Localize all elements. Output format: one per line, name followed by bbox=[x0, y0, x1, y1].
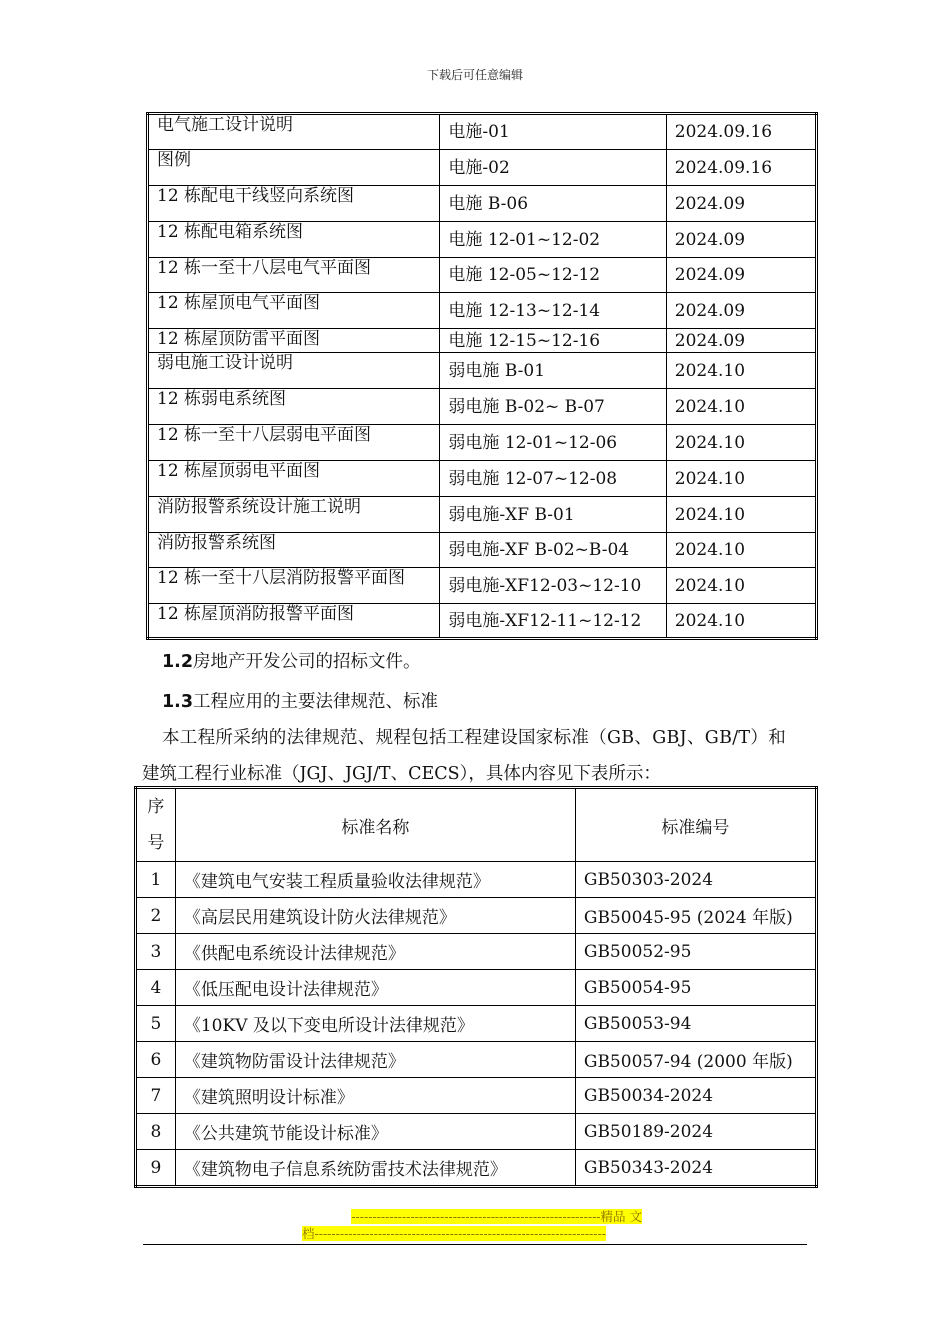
drawing-name-cell: 弱电施工设计说明 bbox=[148, 353, 440, 389]
drawing-code-cell: 弱电施-XF12-11~12-12 bbox=[440, 604, 666, 639]
standard-row bbox=[136, 1006, 817, 1042]
standard-name-cell: 《高层民用建筑设计防火法律规范》 bbox=[175, 898, 575, 934]
drawing-code-cell: 电施 12-15~12-16 bbox=[440, 329, 666, 353]
standard-name-cell: 《建筑物防雷设计法律规范》 bbox=[175, 1042, 575, 1078]
drawing-name-cell: 12 栋一至十八层电气平面图 bbox=[148, 258, 440, 293]
drawing-code-cell: 电施-01 bbox=[440, 114, 666, 150]
intro-paragraph-line-2: 建筑工程行业标准（JGJ、JGJ/T、CECS），具体内容见下表所示： bbox=[142, 764, 661, 784]
standard-seq-cell: 4 bbox=[136, 970, 176, 1006]
drawing-date-cell: 2024.09 bbox=[666, 258, 816, 293]
drawing-date-cell: 2024.10 bbox=[666, 568, 816, 604]
drawing-row bbox=[148, 222, 817, 258]
standards-table bbox=[134, 786, 818, 1188]
drawing-code-cell: 弱电施-XF B-01 bbox=[440, 497, 666, 533]
drawing-name-cell: 电气施工设计说明 bbox=[148, 114, 440, 150]
drawing-code-cell: 弱电施 B-01 bbox=[440, 353, 666, 389]
drawing-name-cell: 12 栋配电箱系统图 bbox=[148, 222, 440, 258]
standard-name-cell: 《建筑照明设计标准》 bbox=[175, 1078, 575, 1114]
standard-seq-cell: 6 bbox=[136, 1042, 176, 1078]
drawing-date-cell: 2024.10 bbox=[666, 533, 816, 568]
drawing-name-cell: 12 栋配电干线竖向系统图 bbox=[148, 186, 440, 222]
drawing-code-cell: 电施 12-05~12-12 bbox=[440, 258, 666, 293]
standard-code-cell: GB50034-2024 bbox=[575, 1078, 816, 1114]
drawing-row bbox=[148, 389, 817, 425]
drawing-code-cell: 弱电施-XF B-02~B-04 bbox=[440, 533, 666, 568]
standard-seq-cell: 9 bbox=[136, 1150, 176, 1187]
standard-code-cell: GB50057-94 (2000 年版) bbox=[575, 1042, 816, 1078]
standard-seq-cell: 7 bbox=[136, 1078, 176, 1114]
drawing-date-cell: 2024.09.16 bbox=[666, 114, 816, 150]
standard-seq-cell: 8 bbox=[136, 1114, 176, 1150]
drawing-name-cell: 12 栋屋顶防雷平面图 bbox=[148, 329, 440, 353]
drawing-row bbox=[148, 293, 817, 329]
drawing-date-cell: 2024.10 bbox=[666, 353, 816, 389]
standard-name-cell: 《公共建筑节能设计标准》 bbox=[175, 1114, 575, 1150]
footer-watermark-note bbox=[302, 1208, 642, 1242]
standard-code-cell: GB50054-95 bbox=[575, 970, 816, 1006]
drawing-name-cell: 消防报警系统设计施工说明 bbox=[148, 497, 440, 533]
standard-name-cell: 《低压配电设计法律规范》 bbox=[175, 970, 575, 1006]
standard-row bbox=[136, 1150, 817, 1187]
drawing-list-table bbox=[146, 112, 818, 640]
drawing-code-cell: 弱电施 12-07~12-08 bbox=[440, 461, 666, 497]
standard-row bbox=[136, 1114, 817, 1150]
standard-code-cell: GB50045-95 (2024 年版) bbox=[575, 898, 816, 934]
drawing-name-cell: 12 栋屋顶消防报警平面图 bbox=[148, 604, 440, 639]
drawing-row bbox=[148, 258, 817, 293]
standard-code-cell: GB50053-94 bbox=[575, 1006, 816, 1042]
standard-seq-cell: 5 bbox=[136, 1006, 176, 1042]
section-1-2-number: 1.2 bbox=[162, 652, 194, 672]
standard-name-cell: 《10KV 及以下变电所设计法律规范》 bbox=[175, 1006, 575, 1042]
drawing-row bbox=[148, 114, 817, 150]
section-1-3-number: 1.3 bbox=[162, 692, 194, 712]
standard-seq-cell: 2 bbox=[136, 898, 176, 934]
drawing-code-cell: 电施 12-13~12-14 bbox=[440, 293, 666, 329]
section-1-2 bbox=[162, 648, 421, 673]
footer-note-line-2: 档--------------------------------------------------------------------- bbox=[302, 1226, 606, 1241]
drawing-row bbox=[148, 150, 817, 186]
page-header: 下载后可任意编辑 bbox=[426, 68, 523, 82]
drawing-name-cell: 12 栋屋顶电气平面图 bbox=[148, 293, 440, 329]
footer-note-line-1: -----------------------------------------------------------精品 文 bbox=[351, 1209, 642, 1224]
standard-code-cell: GB50052-95 bbox=[575, 934, 816, 970]
standards-header-row bbox=[136, 788, 817, 862]
standard-name-cell: 《建筑电气安装工程质量验收法律规范》 bbox=[175, 862, 575, 898]
intro-paragraph-line-1: 本工程所采纳的法律规范、规程包括工程建设国家标准（GB、GBJ、GB/T）和 bbox=[162, 728, 786, 748]
drawing-row bbox=[148, 186, 817, 222]
standard-row bbox=[136, 1078, 817, 1114]
standard-seq-cell: 3 bbox=[136, 934, 176, 970]
drawing-date-cell: 2024.10 bbox=[666, 389, 816, 425]
drawing-date-cell: 2024.09.16 bbox=[666, 150, 816, 186]
standard-code-cell: GB50343-2024 bbox=[575, 1150, 816, 1187]
drawing-name-cell: 消防报警系统图 bbox=[148, 533, 440, 568]
standard-code-cell: GB50189-2024 bbox=[575, 1114, 816, 1150]
section-1-3-text: 工程应用的主要法律规范、标准 bbox=[193, 692, 439, 712]
standard-seq-cell: 1 bbox=[136, 862, 176, 898]
header-standard-code: 标准编号 bbox=[575, 788, 816, 862]
section-1-3 bbox=[162, 688, 438, 713]
drawing-row bbox=[148, 425, 817, 461]
drawing-date-cell: 2024.10 bbox=[666, 497, 816, 533]
drawing-name-cell: 12 栋屋顶弱电平面图 bbox=[148, 461, 440, 497]
standard-row bbox=[136, 934, 817, 970]
drawing-code-cell: 弱电施-XF12-03~12-10 bbox=[440, 568, 666, 604]
drawing-name-cell: 12 栋弱电系统图 bbox=[148, 389, 440, 425]
drawing-row bbox=[148, 533, 817, 568]
drawing-code-cell: 弱电施 B-02~ B-07 bbox=[440, 389, 666, 425]
section-1-2-text: 房地产开发公司的招标文件。 bbox=[193, 652, 421, 672]
drawing-name-cell: 12 栋一至十八层消防报警平面图 bbox=[148, 568, 440, 604]
header-seq: 序 号 bbox=[136, 788, 176, 862]
standard-name-cell: 《供配电系统设计法律规范》 bbox=[175, 934, 575, 970]
standard-code-cell: GB50303-2024 bbox=[575, 862, 816, 898]
standard-row bbox=[136, 898, 817, 934]
drawing-code-cell: 弱电施 12-01~12-06 bbox=[440, 425, 666, 461]
drawing-code-cell: 电施 12-01~12-02 bbox=[440, 222, 666, 258]
drawing-row bbox=[148, 497, 817, 533]
drawing-row bbox=[148, 604, 817, 639]
drawing-name-cell: 12 栋一至十八层弱电平面图 bbox=[148, 425, 440, 461]
standard-row bbox=[136, 1042, 817, 1078]
drawing-date-cell: 2024.10 bbox=[666, 461, 816, 497]
footer-divider bbox=[143, 1244, 807, 1245]
drawing-row bbox=[148, 329, 817, 353]
drawing-name-cell: 图例 bbox=[148, 150, 440, 186]
drawing-date-cell: 2024.09 bbox=[666, 293, 816, 329]
drawing-code-cell: 电施-02 bbox=[440, 150, 666, 186]
drawing-row bbox=[148, 568, 817, 604]
drawing-code-cell: 电施 B-06 bbox=[440, 186, 666, 222]
standard-row bbox=[136, 970, 817, 1006]
drawing-date-cell: 2024.09 bbox=[666, 222, 816, 258]
drawing-date-cell: 2024.09 bbox=[666, 186, 816, 222]
drawing-date-cell: 2024.10 bbox=[666, 425, 816, 461]
drawing-date-cell: 2024.09 bbox=[666, 329, 816, 353]
header-standard-name: 标准名称 bbox=[175, 788, 575, 862]
drawing-row bbox=[148, 461, 817, 497]
standard-name-cell: 《建筑物电子信息系统防雷技术法律规范》 bbox=[175, 1150, 575, 1187]
drawing-date-cell: 2024.10 bbox=[666, 604, 816, 639]
standard-row bbox=[136, 862, 817, 898]
drawing-row bbox=[148, 353, 817, 389]
